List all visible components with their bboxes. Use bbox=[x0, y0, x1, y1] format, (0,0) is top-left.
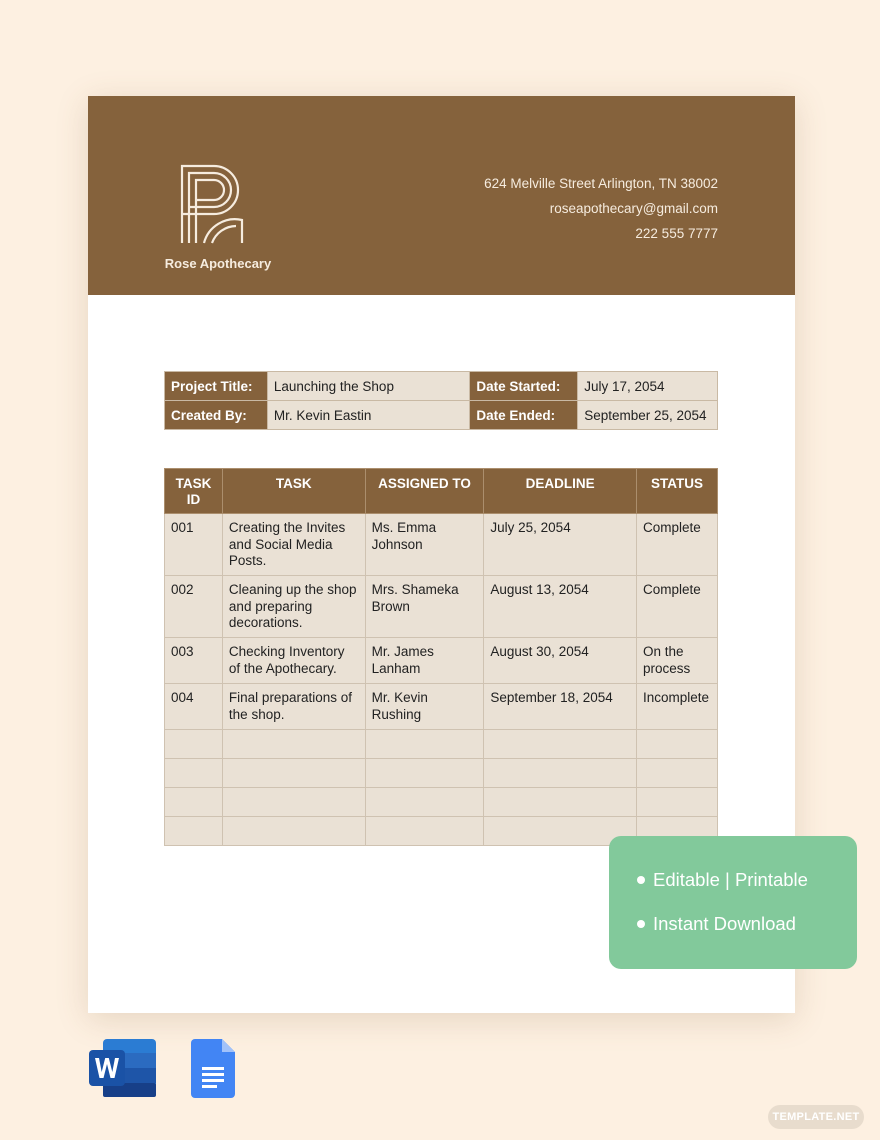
features-badge bbox=[609, 836, 857, 969]
deadline-cell: July 25, 2054 bbox=[484, 514, 637, 576]
contact-block bbox=[484, 171, 718, 246]
project-title-label: Project Title: bbox=[165, 372, 268, 401]
google-docs-icon[interactable] bbox=[191, 1039, 235, 1098]
empty-table-row bbox=[165, 759, 718, 788]
status-cell: Complete bbox=[636, 576, 717, 638]
date-ended-value: September 25, 2054 bbox=[578, 401, 718, 430]
table-row bbox=[165, 638, 718, 684]
task-id-cell: 001 bbox=[165, 514, 223, 576]
email: roseapothecary@gmail.com bbox=[549, 201, 718, 216]
feature-editable: Editable | Printable bbox=[637, 869, 808, 891]
empty-table-row bbox=[165, 730, 718, 759]
column-header-task-id: TASK ID bbox=[165, 469, 223, 514]
status-cell: Complete bbox=[636, 514, 717, 576]
date-started-label: Date Started: bbox=[470, 372, 578, 401]
created-by-value: Mr. Kevin Eastin bbox=[267, 401, 470, 430]
column-header-deadline: DEADLINE bbox=[484, 469, 637, 514]
column-header-status: STATUS bbox=[636, 469, 717, 514]
status-cell: On the process bbox=[636, 638, 717, 684]
empty-table-row bbox=[165, 788, 718, 817]
word-icon[interactable] bbox=[89, 1039, 156, 1097]
task-table bbox=[164, 468, 718, 846]
status-cell: Incomplete bbox=[636, 684, 717, 730]
brand-name: Rose Apothecary bbox=[164, 256, 272, 271]
created-by-label: Created By: bbox=[165, 401, 268, 430]
assigned-to-cell: Mrs. Shameka Brown bbox=[365, 576, 484, 638]
column-header-task: TASK bbox=[222, 469, 365, 514]
assigned-to-cell: Mr. Kevin Rushing bbox=[365, 684, 484, 730]
table-row bbox=[165, 576, 718, 638]
project-title-value: Launching the Shop bbox=[267, 372, 470, 401]
address: 624 Melville Street Arlington, TN 38002 bbox=[484, 176, 718, 191]
task-id-cell: 003 bbox=[165, 638, 223, 684]
task-id-cell: 004 bbox=[165, 684, 223, 730]
bullet-icon bbox=[637, 876, 645, 884]
deadline-cell: August 13, 2054 bbox=[484, 576, 637, 638]
task-cell: Creating the Invites and Social Media Posts. bbox=[222, 514, 365, 576]
assigned-to-cell: Ms. Emma Johnson bbox=[365, 514, 484, 576]
assigned-to-cell: Mr. James Lanham bbox=[365, 638, 484, 684]
task-cell: Checking Inventory of the Apothecary. bbox=[222, 638, 365, 684]
project-info-table bbox=[164, 371, 718, 430]
table-row bbox=[165, 514, 718, 576]
phone: 222 555 7777 bbox=[635, 226, 718, 241]
feature-instant-download: Instant Download bbox=[637, 913, 796, 935]
task-cell: Cleaning up the shop and preparing decorations. bbox=[222, 576, 365, 638]
table-row bbox=[165, 684, 718, 730]
deadline-cell: August 30, 2054 bbox=[484, 638, 637, 684]
watermark-logo: TEMPLATE.NET bbox=[768, 1105, 864, 1129]
logo-r-monogram-icon bbox=[180, 164, 248, 244]
letterhead bbox=[88, 96, 795, 295]
bullet-icon bbox=[637, 920, 645, 928]
deadline-cell: September 18, 2054 bbox=[484, 684, 637, 730]
date-ended-label: Date Ended: bbox=[470, 401, 578, 430]
date-started-value: July 17, 2054 bbox=[578, 372, 718, 401]
task-id-cell: 002 bbox=[165, 576, 223, 638]
column-header-assigned-to: ASSIGNED TO bbox=[365, 469, 484, 514]
task-cell: Final preparations of the shop. bbox=[222, 684, 365, 730]
